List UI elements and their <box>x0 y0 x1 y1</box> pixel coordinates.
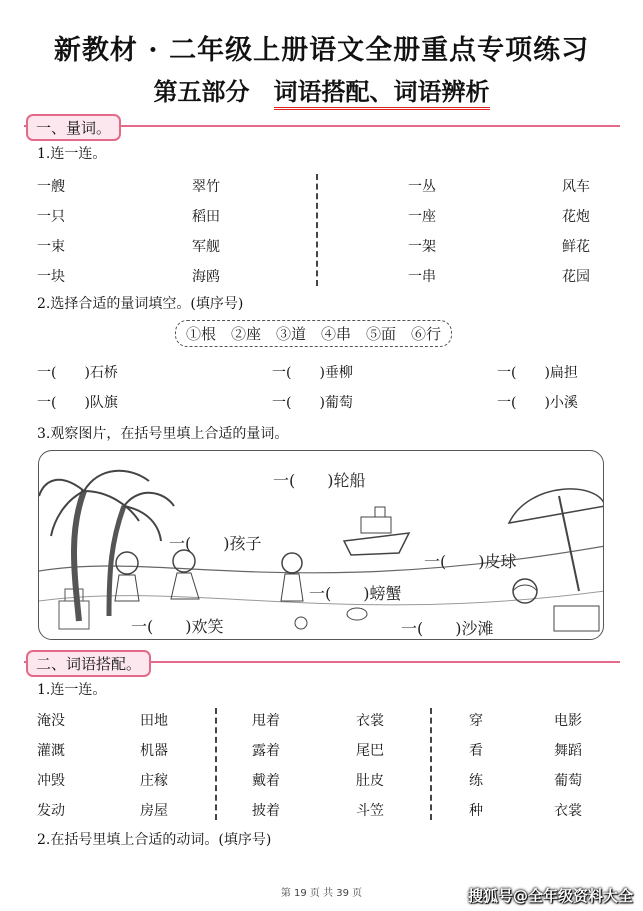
match-col-3 <box>252 706 280 826</box>
scene-label-beach: 一( )沙滩 <box>401 619 494 638</box>
match-word: 一束 <box>37 239 65 255</box>
match-word: 斗笠 <box>356 803 384 819</box>
section-heading-word-collocation: 二、词语搭配。 <box>26 650 151 677</box>
dashed-separator <box>430 708 432 820</box>
match-word: 稻田 <box>192 209 220 225</box>
scene-label-ball: 一( )皮球 <box>424 552 517 571</box>
match-word: 翠竹 <box>192 179 220 195</box>
match-word: 海鸥 <box>192 269 220 285</box>
match-col-right-b <box>562 172 590 292</box>
match-word: 淹没 <box>37 713 65 729</box>
match-col-right-a <box>408 172 436 292</box>
beach-scene-illustration <box>38 450 604 640</box>
match-word: 房屋 <box>140 803 168 819</box>
match-col-4 <box>356 706 384 826</box>
match-word: 灌溉 <box>37 743 65 759</box>
scene-label-crab: 一( )螃蟹 <box>309 584 402 603</box>
match-word: 肚皮 <box>356 773 384 789</box>
fill-blank: 一( )小溪 <box>497 395 578 411</box>
match-word: 庄稼 <box>140 773 168 789</box>
match-word: 军舰 <box>192 239 220 255</box>
match-word: 电影 <box>554 713 582 729</box>
scene-label-kids: 一( )孩子 <box>169 534 262 553</box>
match-word: 花园 <box>562 269 590 285</box>
match-word: 一架 <box>408 239 436 255</box>
match-word: 看 <box>469 743 483 759</box>
match-word: 甩着 <box>252 713 280 729</box>
match-col-5 <box>469 706 483 826</box>
watermark: 搜狐号@全年级资料大全 <box>467 887 633 905</box>
subtitle-part: 第五部分 <box>153 77 250 106</box>
match-word: 发动 <box>37 803 65 819</box>
match-word: 一座 <box>408 209 436 225</box>
question-1-title: 1.连一连。 <box>37 682 107 698</box>
match-word: 露着 <box>252 743 280 759</box>
match-word: 一块 <box>37 269 65 285</box>
match-word: 一丛 <box>408 179 436 195</box>
match-word: 练 <box>469 773 483 789</box>
match-word: 风车 <box>562 179 590 195</box>
dashed-separator <box>215 708 217 820</box>
dashed-separator <box>316 174 318 286</box>
match-word: 冲毁 <box>37 773 65 789</box>
scene-label-laugh: 一( )欢笑 <box>131 617 224 636</box>
page-subtitle <box>0 72 643 107</box>
match-col-left-a <box>37 172 65 292</box>
match-col-2 <box>140 706 168 826</box>
match-word: 花炮 <box>562 209 590 225</box>
match-word: 尾巴 <box>356 743 384 759</box>
scene-label-ship: 一( )轮船 <box>273 471 366 490</box>
match-word: 种 <box>469 803 483 819</box>
match-word: 舞蹈 <box>554 743 582 759</box>
page-title: 新教材 · 二年级上册语文全册重点专项练习 <box>53 35 590 66</box>
match-word: 鲜花 <box>562 239 590 255</box>
match-word: 衣裳 <box>554 803 582 819</box>
word-options-box: ①根 ②座 ③道 ④串 ⑤面 ⑥行 <box>175 320 452 347</box>
match-word: 一串 <box>408 269 436 285</box>
subtitle-topic: 词语搭配、词语辨析 <box>274 77 490 110</box>
match-word: 穿 <box>469 713 483 729</box>
match-word: 戴着 <box>252 773 280 789</box>
match-word: 一艘 <box>37 179 65 195</box>
fill-blank: 一( )垂柳 <box>272 365 353 381</box>
question-1-title: 1.连一连。 <box>37 146 107 162</box>
question-2-title: 2.选择合适的量词填空。(填序号) <box>37 296 244 312</box>
match-col-1 <box>37 706 65 826</box>
fill-blank: 一( )葡萄 <box>272 395 353 411</box>
match-col-left-b <box>192 172 220 292</box>
match-word: 披着 <box>252 803 280 819</box>
fill-blank: 一( )石桥 <box>37 365 118 381</box>
match-col-6 <box>554 706 582 826</box>
section-heading-measure-words: 一、量词。 <box>26 114 121 141</box>
match-word: 田地 <box>140 713 168 729</box>
match-word: 葡萄 <box>554 773 582 789</box>
page-number: 第 19 页 共 39 页 <box>280 888 363 899</box>
question-2-title: 2.在括号里填上合适的动词。(填序号) <box>37 832 272 848</box>
match-word: 机器 <box>140 743 168 759</box>
fill-blank: 一( )扁担 <box>497 365 578 381</box>
match-word: 衣裳 <box>356 713 384 729</box>
fill-blank: 一( )队旗 <box>37 395 118 411</box>
match-word: 一只 <box>37 209 65 225</box>
question-3-title: 3.观察图片，在括号里填上合适的量词。 <box>37 426 289 442</box>
